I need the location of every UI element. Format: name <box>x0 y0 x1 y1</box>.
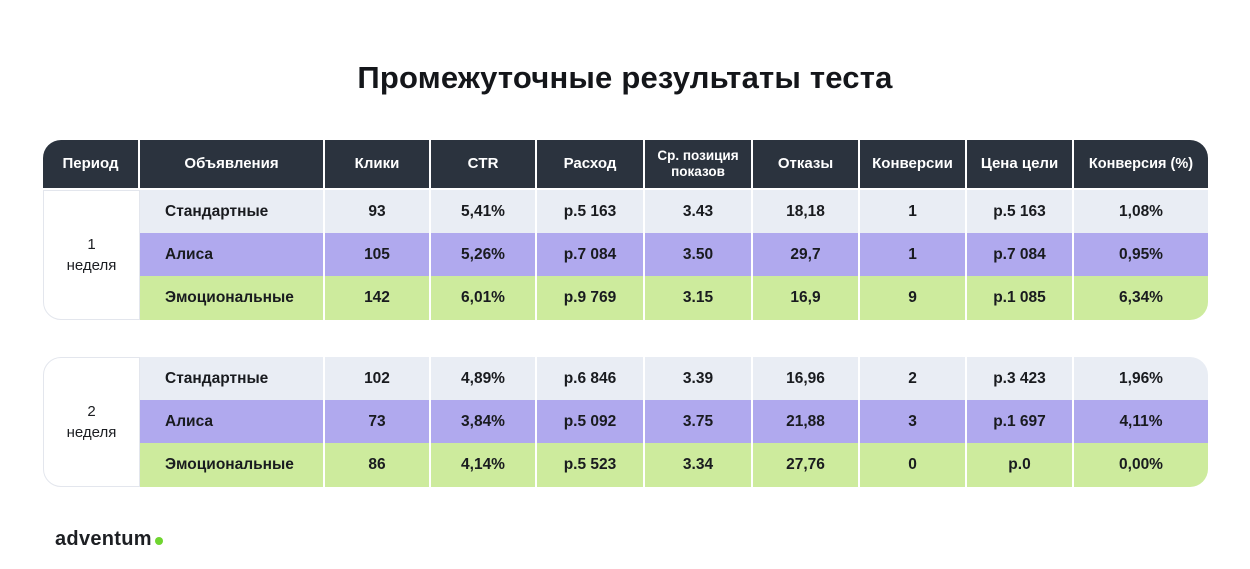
period-number: 1 <box>87 236 96 253</box>
table-cell: 16,9 <box>753 276 860 320</box>
logo-text: adventum <box>55 528 152 550</box>
table-cell: 3.34 <box>645 443 753 487</box>
row-label-alisa: Алиса <box>140 400 325 443</box>
page-title: Промежуточные результаты теста <box>357 60 893 95</box>
row-label-emotional: Эмоциональные <box>140 443 325 487</box>
table-cell: 105 <box>325 233 431 276</box>
col-header-period: Период <box>43 140 140 190</box>
table-cell: р.7 084 <box>967 233 1074 276</box>
table-cell: 3.75 <box>645 400 753 443</box>
table-cell: р.5 092 <box>537 400 645 443</box>
table-cell: 29,7 <box>753 233 860 276</box>
table-cell: 6,34% <box>1074 276 1208 320</box>
table-cell: 21,88 <box>753 400 860 443</box>
period-cell-week2 <box>43 357 140 487</box>
table-cell: 1 <box>860 233 967 276</box>
table-cell: 93 <box>325 190 431 233</box>
row-label-emotional: Эмоциональные <box>140 276 325 320</box>
col-header-clicks: Клики <box>325 140 431 190</box>
col-header-ctr: CTR <box>431 140 537 190</box>
period-number: 2 <box>87 403 96 420</box>
results-table-week1 <box>43 140 1208 320</box>
col-header-bounces: Отказы <box>753 140 860 190</box>
table-cell: р.7 084 <box>537 233 645 276</box>
row-label-alisa: Алиса <box>140 233 325 276</box>
table-cell: р.5 523 <box>537 443 645 487</box>
table-cell: р.1 085 <box>967 276 1074 320</box>
col-header-conversions: Конверсии <box>860 140 967 190</box>
results-table-week2 <box>43 357 1208 487</box>
col-header-avg-position: Ср. позиция показов <box>645 140 753 190</box>
table-cell: 0 <box>860 443 967 487</box>
table-cell: 4,11% <box>1074 400 1208 443</box>
table-cell: 3.39 <box>645 357 753 400</box>
table-cell: 1 <box>860 190 967 233</box>
table-cell: р.5 163 <box>967 190 1074 233</box>
col-header-spend: Расход <box>537 140 645 190</box>
table-cell: 3 <box>860 400 967 443</box>
period-cell-week1 <box>43 190 140 320</box>
table-cell: 3,84% <box>431 400 537 443</box>
table-cell: 0,95% <box>1074 233 1208 276</box>
logo-dot-icon <box>155 537 163 545</box>
table-cell: 16,96 <box>753 357 860 400</box>
table-cell: 1,96% <box>1074 357 1208 400</box>
table-cell: 3.50 <box>645 233 753 276</box>
row-label-standard: Стандартные <box>140 190 325 233</box>
table-cell: 4,89% <box>431 357 537 400</box>
table-cell: 3.43 <box>645 190 753 233</box>
table-cell: р.9 769 <box>537 276 645 320</box>
table-cell: р.6 846 <box>537 357 645 400</box>
table-cell: 142 <box>325 276 431 320</box>
table-cell: 102 <box>325 357 431 400</box>
table-cell: 5,41% <box>431 190 537 233</box>
table-cell: р.5 163 <box>537 190 645 233</box>
table-cell: р.0 <box>967 443 1074 487</box>
table-cell: 9 <box>860 276 967 320</box>
table-cell: 2 <box>860 357 967 400</box>
table-cell: 18,18 <box>753 190 860 233</box>
table-cell: 1,08% <box>1074 190 1208 233</box>
period-unit: неделя <box>66 257 117 274</box>
col-header-ads: Объявления <box>140 140 325 190</box>
table-cell: 86 <box>325 443 431 487</box>
col-header-goal-cost: Цена цели <box>967 140 1074 190</box>
table-cell: р.3 423 <box>967 357 1074 400</box>
col-header-conversion-pct: Конверсия (%) <box>1074 140 1208 190</box>
table-cell: 5,26% <box>431 233 537 276</box>
table-cell: 4,14% <box>431 443 537 487</box>
period-unit: неделя <box>66 424 117 441</box>
table-cell: 0,00% <box>1074 443 1208 487</box>
table-cell: 3.15 <box>645 276 753 320</box>
table-cell: 6,01% <box>431 276 537 320</box>
row-label-standard: Стандартные <box>140 357 325 400</box>
table-cell: 73 <box>325 400 431 443</box>
table-cell: 27,76 <box>753 443 860 487</box>
logo <box>55 528 163 551</box>
table-cell: р.1 697 <box>967 400 1074 443</box>
